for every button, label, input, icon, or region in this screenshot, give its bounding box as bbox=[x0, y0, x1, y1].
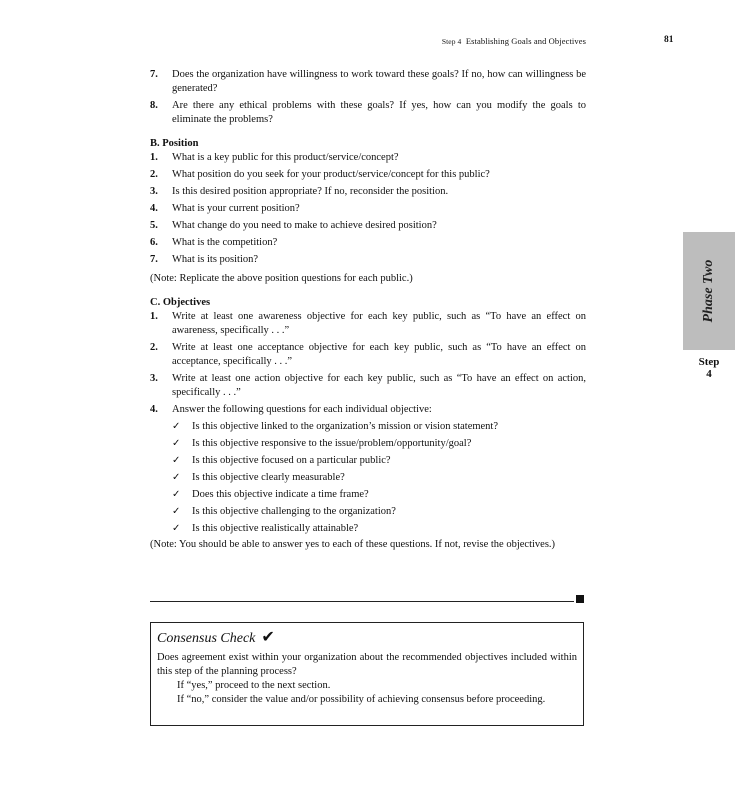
item-number: 1. bbox=[150, 311, 158, 322]
list-item bbox=[150, 99, 586, 127]
checklist-text: Is this objective focused on a particular public? bbox=[192, 455, 391, 466]
check-icon: ✓ bbox=[172, 523, 181, 534]
consensus-title-text: Consensus Check bbox=[157, 631, 256, 646]
step-marker bbox=[683, 356, 735, 380]
check-icon: ✓ bbox=[172, 455, 181, 466]
item-number: 2. bbox=[150, 342, 158, 353]
item-number: 4. bbox=[150, 203, 158, 214]
consensus-if-yes: If “yes,” proceed to the next section. bbox=[177, 680, 331, 691]
list-item bbox=[150, 185, 586, 199]
section-end-rule bbox=[150, 601, 574, 602]
list-item bbox=[150, 253, 586, 267]
objectives-note: (Note: You should be able to answer yes to each of these questions. If not, revise the objectives.) bbox=[150, 539, 556, 550]
checklist-item bbox=[150, 420, 586, 434]
check-icon: ✓ bbox=[172, 472, 181, 483]
step-marker-number: 4 bbox=[706, 368, 712, 380]
item-text: Write at least one acceptance objective for each key public, such as “To have an effect on acceptance, specifically . . .” bbox=[172, 342, 586, 367]
item-number: 5. bbox=[150, 220, 158, 231]
checklist-text: Is this objective realistically attainable? bbox=[192, 523, 359, 534]
checklist-text: Is this objective linked to the organization’s mission or vision statement? bbox=[192, 421, 499, 432]
item-number: 7. bbox=[150, 254, 158, 265]
item-number: 4. bbox=[150, 404, 158, 415]
checklist-text: Is this objective responsive to the issue/problem/opportunity/goal? bbox=[192, 438, 472, 449]
checkmark-icon: ✔ bbox=[261, 627, 275, 646]
checklist-item bbox=[150, 522, 586, 536]
page-number: 81 bbox=[664, 35, 674, 45]
list-item bbox=[150, 310, 586, 338]
running-head bbox=[150, 36, 586, 46]
consensus-question: Does agreement exist within your organization about the recommended objectives included within this step of the planning process? bbox=[157, 652, 577, 677]
checklist-text: Is this objective challenging to the organization? bbox=[192, 506, 396, 517]
section-heading-position: B. Position bbox=[150, 138, 199, 149]
position-note: (Note: Replicate the above position questions for each public.) bbox=[150, 273, 413, 284]
running-head-step: Step 4 bbox=[441, 37, 462, 46]
list-item bbox=[150, 341, 586, 369]
checklist-item bbox=[150, 437, 586, 451]
item-text: Does the organization have willingness to work toward these goals? If no, how can willingness be generated? bbox=[172, 69, 586, 94]
item-text: What change do you need to make to achieve desired position? bbox=[172, 220, 437, 231]
consensus-if-no: If “no,” consider the value and/or possibility of achieving consensus before proceeding. bbox=[177, 694, 546, 705]
section-heading-objectives: C. Objectives bbox=[150, 297, 211, 308]
item-text: Write at least one awareness objective for each key public, such as “To have an effect on awareness, specifically . . .” bbox=[172, 311, 586, 336]
item-number: 2. bbox=[150, 169, 158, 180]
check-icon: ✓ bbox=[172, 506, 181, 517]
check-icon: ✓ bbox=[172, 438, 181, 449]
item-number: 3. bbox=[150, 373, 158, 384]
check-icon: ✓ bbox=[172, 489, 181, 500]
item-text: What is the competition? bbox=[172, 237, 278, 248]
item-number: 8. bbox=[150, 100, 158, 111]
checklist-text: Does this objective indicate a time frame? bbox=[192, 489, 369, 500]
checklist-text: Is this objective clearly measurable? bbox=[192, 472, 345, 483]
list-item bbox=[150, 168, 586, 182]
section-end-marker bbox=[576, 595, 584, 603]
item-number: 7. bbox=[150, 69, 158, 80]
item-number: 3. bbox=[150, 186, 158, 197]
item-text: What position do you seek for your product/service/concept for this public? bbox=[172, 169, 490, 180]
list-item bbox=[150, 219, 586, 233]
item-text: What is its position? bbox=[172, 254, 259, 265]
checklist-item bbox=[150, 488, 586, 502]
main-content bbox=[150, 68, 586, 552]
running-head-title: Establishing Goals and Objectives bbox=[465, 36, 586, 46]
step-marker-word: Step bbox=[698, 356, 720, 368]
item-text: Is this desired position appropriate? If no, reconsider the position. bbox=[172, 186, 449, 197]
check-icon: ✓ bbox=[172, 421, 181, 432]
checklist-item bbox=[150, 454, 586, 468]
consensus-title bbox=[157, 627, 577, 649]
phase-tab-label: Phase Two bbox=[701, 259, 716, 323]
consensus-check-box bbox=[150, 622, 584, 726]
phase-tab bbox=[683, 232, 735, 350]
item-number: 6. bbox=[150, 237, 158, 248]
item-text: What is a key public for this product/service/concept? bbox=[172, 152, 399, 163]
checklist-item bbox=[150, 471, 586, 485]
list-item bbox=[150, 403, 586, 417]
list-item bbox=[150, 202, 586, 216]
item-number: 1. bbox=[150, 152, 158, 163]
list-item bbox=[150, 236, 586, 250]
list-item bbox=[150, 68, 586, 96]
list-item bbox=[150, 372, 586, 400]
list-item bbox=[150, 151, 586, 165]
item-text: What is your current position? bbox=[172, 203, 300, 214]
item-text: Write at least one action objective for each key public, such as “To have an effect on action, specifically . . .” bbox=[172, 373, 586, 398]
item-text: Are there any ethical problems with these goals? If yes, how can you modify the goals to eliminate the problems? bbox=[172, 100, 586, 125]
checklist-item bbox=[150, 505, 586, 519]
item-text: Answer the following questions for each individual objective: bbox=[172, 404, 432, 415]
